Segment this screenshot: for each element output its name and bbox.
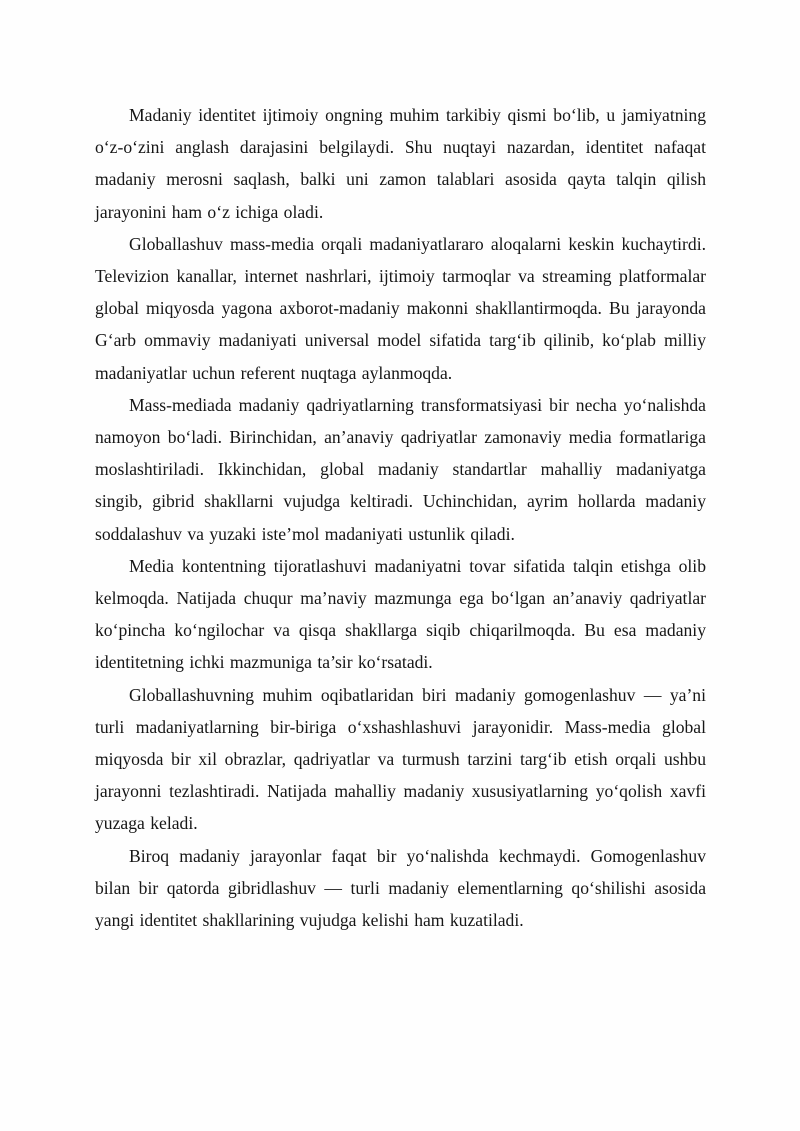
- paragraph-1: Madaniy identitet ijtimoiy ongning muhim tarkibiy qismi bo‘lib, u jamiyatning o‘z-o‘zini anglash darajasini belgilaydi. Shu nuqtayi nazardan, identitet nafaqat madaniy merosni saqlash, balki uni zamon talablari asosida qayta talqin qilish jarayonini ham o‘z ichiga oladi.: [95, 105, 706, 222]
- document-text-block: [95, 99, 706, 936]
- paragraph-4: Media kontentning tijoratlashuvi madaniyatni tovar sifatida talqin etishga olib kelmoqda. Natijada chuqur ma’naviy mazmunga ega bo‘lgan an’anaviy qadriyatlar ko‘pincha ko‘ngilochar va qisqa shakllarga siqib chiqarilmoqda. Bu esa madaniy identitetning ichki mazmuniga ta’sir ko‘rsatadi.: [95, 555, 706, 673]
- paragraph-2: Globallashuv mass-media orqali madaniyatlararo aloqalarni keskin kuchaytirdi. Televizion kanallar, internet nashrlari, ijtimoiy tarmoqlar va streaming platformalar global miqyosda yagona axborot-madaniy makonni shakllantirmoqda. Bu jarayonda G‘arb ommaviy madaniyati universal model sifatida targ‘ib qilinib, ko‘plab milliy madaniyatlar uchun referent nuqtaga aylanmoqda.: [95, 233, 706, 383]
- paragraph-3: Mass-mediada madaniy qadriyatlarning transformatsiyasi bir necha yo‘nalishda namoyon bo‘ladi. Birinchidan, an’anaviy qadriyatlar zamonaviy media formatlariga moslashtiriladi. Ikkinchidan, global madaniy standartlar mahalliy madaniyatga singib, gibrid shakllarni vujudga keltiradi. Uchinchidan, ayrim hollarda madaniy soddalashuv va yuzaki iste’mol madaniyati ustunlik qiladi.: [95, 394, 706, 544]
- paragraph-5: Globallashuvning muhim oqibatlaridan biri madaniy gomogenlashuv — ya’ni turli madaniyatlarning bir-biriga o‘xshashlashuvi jarayonidir. Mass-media global miqyosda bir xil obrazlar, qadriyatlar va turmush tarzini targ‘ib etish orqali ushbu jarayonni tezlashtiradi. Natijada mahalliy madaniy xususiyatlarning yo‘qolish xavfi yuzaga keladi.: [95, 684, 706, 834]
- paragraph-6: Biroq madaniy jarayonlar faqat bir yo‘nalishda kechmaydi. Gomogenlashuv bilan bir qatorda gibridlashuv — turli madaniy elementlarning qo‘shilishi asosida yangi identitet shakllarining vujudga kelishi ham kuzatiladi.: [95, 845, 706, 931]
